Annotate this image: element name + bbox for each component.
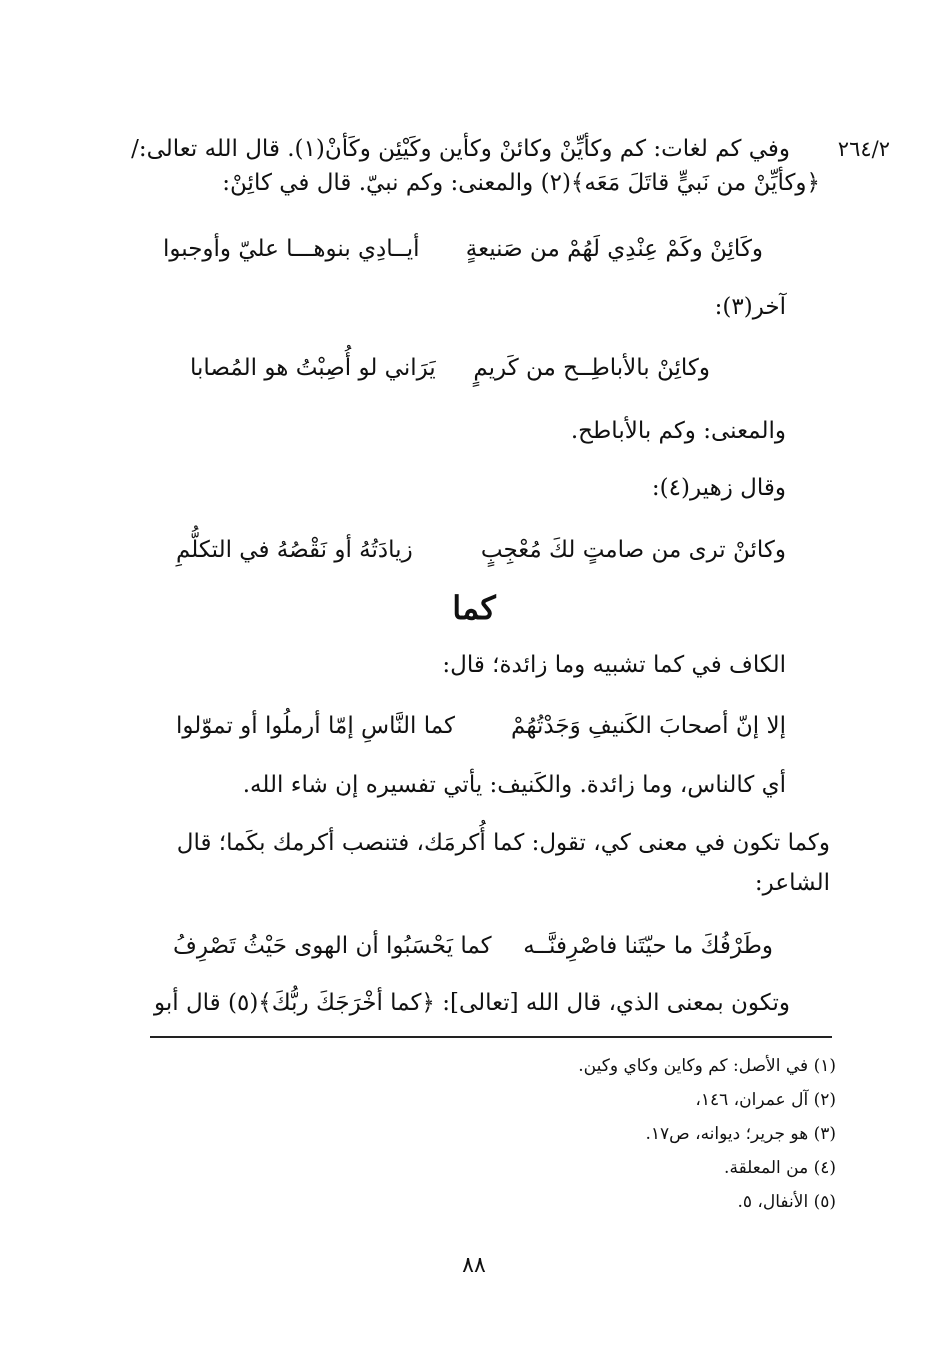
verse-1: [163, 233, 763, 265]
footnote-separator: [150, 1036, 832, 1038]
verse-1-second-hemistich: أيــادِي بنوهـــا عليّ وأوجبوا: [163, 236, 420, 262]
page-number: ٨٨: [462, 1253, 486, 1278]
verse-1-first-hemistich: وكَائِنْ وكَمْ عِنْدِي لَهُمْ من صَنيعةٍ: [465, 236, 763, 262]
verse-2-first-hemistich: وكائِنْ بالأباطِــح من كَريمٍ: [473, 355, 710, 381]
verse-4-second-hemistich: كما النَّاسِ إمّا أرملُوا أو تموّلوا: [176, 713, 456, 739]
section-heading: كما: [452, 589, 496, 627]
verse-5-second-hemistich: كما يَحْسَبُوا أن الهوى حَيْثُ تَصْرِفُ: [173, 933, 492, 959]
text-line-1: وفي كم لغات: كم وكأيِّنْ وكائنْ وكأين وكَيْئِن وكَأنْ(١). قال الله تعالى:/: [131, 136, 790, 162]
verse-4: [176, 710, 786, 742]
verse-3-first-hemistich: وكائنْ ترى من صامتٍ لكَ مُعْجِبٍ: [480, 537, 786, 563]
margin-reference: ٢٦٤/٢: [837, 137, 890, 161]
text-line-2: ﴿وكأيِّنْ من نَبيٍّ قاتَلَ مَعَه﴾(٢) والمعنى: وكم نبيّ. قال في كائِنْ:: [222, 170, 820, 196]
footnote-1: (١) في الأصل: كم وكاين وكاي وكين.: [578, 1056, 836, 1076]
verse-2: [190, 352, 710, 384]
text-line-3: آخر(٣):: [714, 294, 786, 320]
text-line-7: أي كالناس، وما زائدة. والكَنيف: يأتي تفسيره إن شاء الله.: [242, 772, 786, 798]
verse-5: [173, 930, 773, 962]
text-line-6: الكاف في كما تشبيه وما زائدة؛ قال:: [442, 652, 786, 678]
verse-2-second-hemistich: يَرَاني لو أُصِبْتُ هو المُصابا: [190, 355, 436, 381]
text-line-10: وتكون بمعنى الذي، قال الله [تعالى]: ﴿كما أخْرَجَكَ ربُّكَ﴾(٥) قال أبو: [153, 990, 790, 1016]
text-line-9: الشاعر:: [754, 870, 830, 896]
text-line-5: وقال زهير(٤):: [651, 475, 786, 501]
verse-3-second-hemistich: زيادَتُهُ أو نَقْصُهُ في التكلُّمِ: [176, 537, 413, 563]
verse-4-first-hemistich: إلا إنّ أصحابَ الكَنيفِ وَجَدْتُهُمْ: [511, 713, 786, 739]
verse-3: [176, 534, 786, 566]
footnote-3: (٣) هو جرير؛ ديوانه، ص١٧.: [645, 1124, 836, 1144]
footnote-4: (٤) من المعلقة.: [724, 1158, 836, 1178]
footnote-2: (٢) آل عمران، ١٤٦،: [695, 1090, 836, 1110]
text-line-4: والمعنى: وكم بالأباطح.: [570, 418, 786, 444]
footnote-5: (٥) الأنفال، ٥.: [737, 1192, 836, 1212]
verse-5-first-hemistich: وطَرْفُكَ ما حيّتَنا فاصْرِفنَّــه: [523, 933, 773, 959]
text-line-8: وكما تكون في معنى كي، تقول: كما أُكرمَك، فتنصب أكرمك بكَما؛ قال: [176, 830, 830, 856]
